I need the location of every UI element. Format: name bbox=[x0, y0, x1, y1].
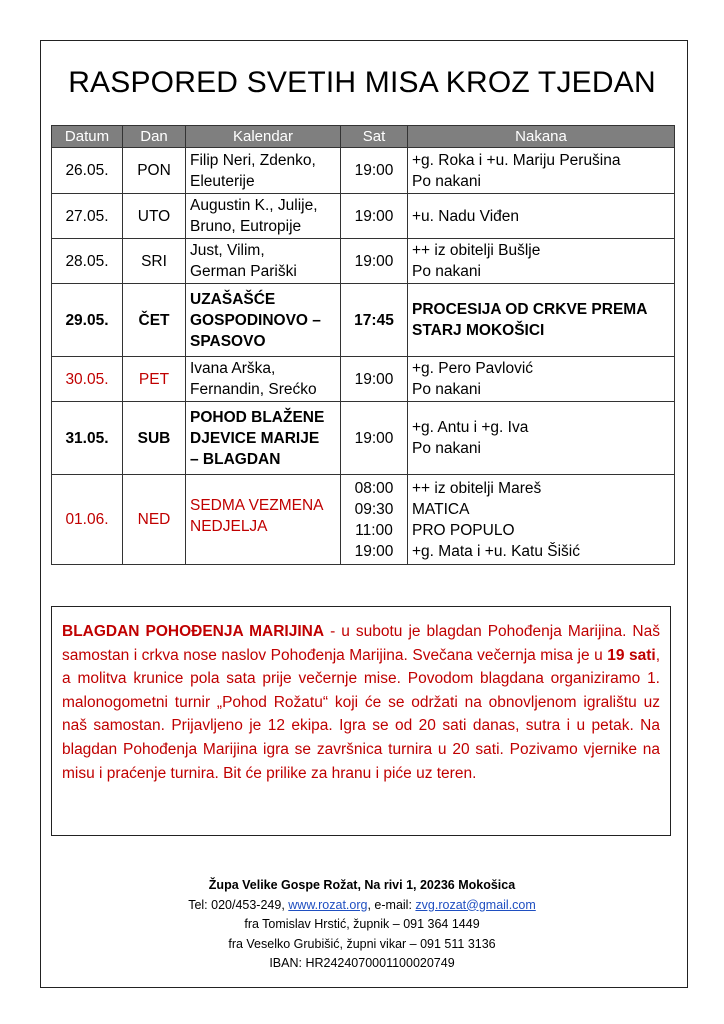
day-cell: PET bbox=[123, 357, 186, 402]
time-cell: 08:00 09:30 11:00 19:00 bbox=[341, 475, 408, 565]
priest-contact: fra Tomislav Hrstić, župnik – 091 364 1449 bbox=[244, 917, 480, 931]
calendar-cell: Ivana Arška, Fernandin, Srećko bbox=[186, 357, 341, 402]
announcement-text: - u subotu je blagdan Pohođenja Marijina. Naš samostan i crkva nose naslov Pohođenja Marijina. Svečana večernja misa je u bbox=[62, 623, 660, 664]
page-title: RASPORED SVETIH MISA KROZ TJEDAN bbox=[68, 66, 656, 99]
table-header-row bbox=[52, 126, 675, 148]
date-cell: 27.05. bbox=[52, 194, 123, 239]
table-row bbox=[52, 239, 675, 284]
day-cell: SRI bbox=[123, 239, 186, 284]
table-row bbox=[52, 194, 675, 239]
day-cell: NED bbox=[123, 475, 186, 565]
time-cell: 19:00 bbox=[341, 148, 408, 194]
intention-cell: +u. Nadu Viđen bbox=[408, 194, 675, 239]
intention-cell: +g. Antu i +g. Iva Po nakani bbox=[408, 402, 675, 475]
table-row bbox=[52, 475, 675, 565]
table-row bbox=[52, 402, 675, 475]
intention-cell: ++ iz obitelji Bušlje Po nakani bbox=[408, 239, 675, 284]
vicar-contact: fra Veselko Grubišić, župni vikar – 091 511 3136 bbox=[228, 936, 496, 951]
table-row bbox=[52, 148, 675, 194]
table-row bbox=[52, 357, 675, 402]
day-cell: SUB bbox=[123, 402, 186, 475]
calendar-cell: Augustin K., Julije, Bruno, Eutropije bbox=[186, 194, 341, 239]
email-link[interactable]: zvg.rozat@gmail.com bbox=[415, 897, 536, 912]
intention-cell: +g. Roka i +u. Mariju Perušina Po nakani bbox=[408, 148, 675, 194]
phone-text: Tel: 020/453-249, bbox=[188, 897, 289, 912]
date-cell: 28.05. bbox=[52, 239, 123, 284]
calendar-cell: UZAŠAŠĆE GOSPODINOVO – SPASOVO bbox=[186, 284, 341, 357]
time-cell: 19:00 bbox=[341, 239, 408, 284]
date-cell: 26.05. bbox=[52, 148, 123, 194]
website-link[interactable]: www.rozat.org bbox=[288, 897, 368, 912]
intention-cell: ++ iz obitelji Mareš MATICA PRO POPULO +g. Mata i +u. Katu Šišić bbox=[408, 475, 675, 565]
announcement-heading: BLAGDAN POHOĐENJA MARIJINA bbox=[62, 623, 325, 640]
column-header-kalendar: Kalendar bbox=[186, 126, 341, 148]
feast-announcement bbox=[51, 606, 671, 836]
calendar-cell: Filip Neri, Zdenko, Eleuterije bbox=[186, 148, 341, 194]
calendar-cell: Just, Vilim, German Pariški bbox=[186, 239, 341, 284]
column-header-nakana: Nakana bbox=[408, 126, 675, 148]
time-cell: 19:00 bbox=[341, 194, 408, 239]
calendar-cell: POHOD BLAŽENE DJEVICE MARIJE – BLAGDAN bbox=[186, 402, 341, 475]
parish-contact-footer bbox=[0, 876, 724, 974]
intention-cell: +g. Pero Pavlović Po nakani bbox=[408, 357, 675, 402]
date-cell: 30.05. bbox=[52, 357, 123, 402]
parish-address: Župa Velike Gospe Rožat, Na rivi 1, 20236 Mokošica bbox=[208, 878, 516, 892]
time-cell: 19:00 bbox=[341, 357, 408, 402]
time-cell: 17:45 bbox=[341, 284, 408, 357]
announcement-text-continued: , a molitva krunice pola sata prije večernje mise. Povodom blagdana organiziramo 1. malonogometni turnir „Pohod Rožatu“ koji će se održati na obnovljenom igralištu uz naš samostan. Prijavljeno je 12 ekipa. Igra se od 20 sati danas, sutra i u petak. Na blagdan Pohođenja Marijina igra se završnica turnira u 20 sati. Pozivamo vjernike na misu i praćenje turnira. Bit će prilike za hranu i piće uz teren. bbox=[62, 646, 660, 782]
email-label: , e-mail: bbox=[367, 897, 416, 912]
date-cell: 01.06. bbox=[52, 475, 123, 565]
mass-schedule-table bbox=[51, 125, 675, 565]
announcement-time: 19 sati bbox=[607, 646, 656, 664]
contact-line bbox=[0, 896, 724, 916]
column-header-datum: Datum bbox=[52, 126, 123, 148]
intention-cell: PROCESIJA OD CRKVE PREMA STARJ MOKOŠICI bbox=[408, 284, 675, 357]
column-header-dan: Dan bbox=[123, 126, 186, 148]
date-cell: 29.05. bbox=[52, 284, 123, 357]
date-cell: 31.05. bbox=[52, 402, 123, 475]
table-row bbox=[52, 284, 675, 357]
iban: IBAN: HR2424070001100020749 bbox=[269, 956, 455, 970]
day-cell: PON bbox=[123, 148, 186, 194]
column-header-sat: Sat bbox=[341, 126, 408, 148]
time-cell: 19:00 bbox=[341, 402, 408, 475]
calendar-cell: SEDMA VEZMENA NEDJELJA bbox=[186, 475, 341, 565]
day-cell: UTO bbox=[123, 194, 186, 239]
day-cell: ČET bbox=[123, 284, 186, 357]
